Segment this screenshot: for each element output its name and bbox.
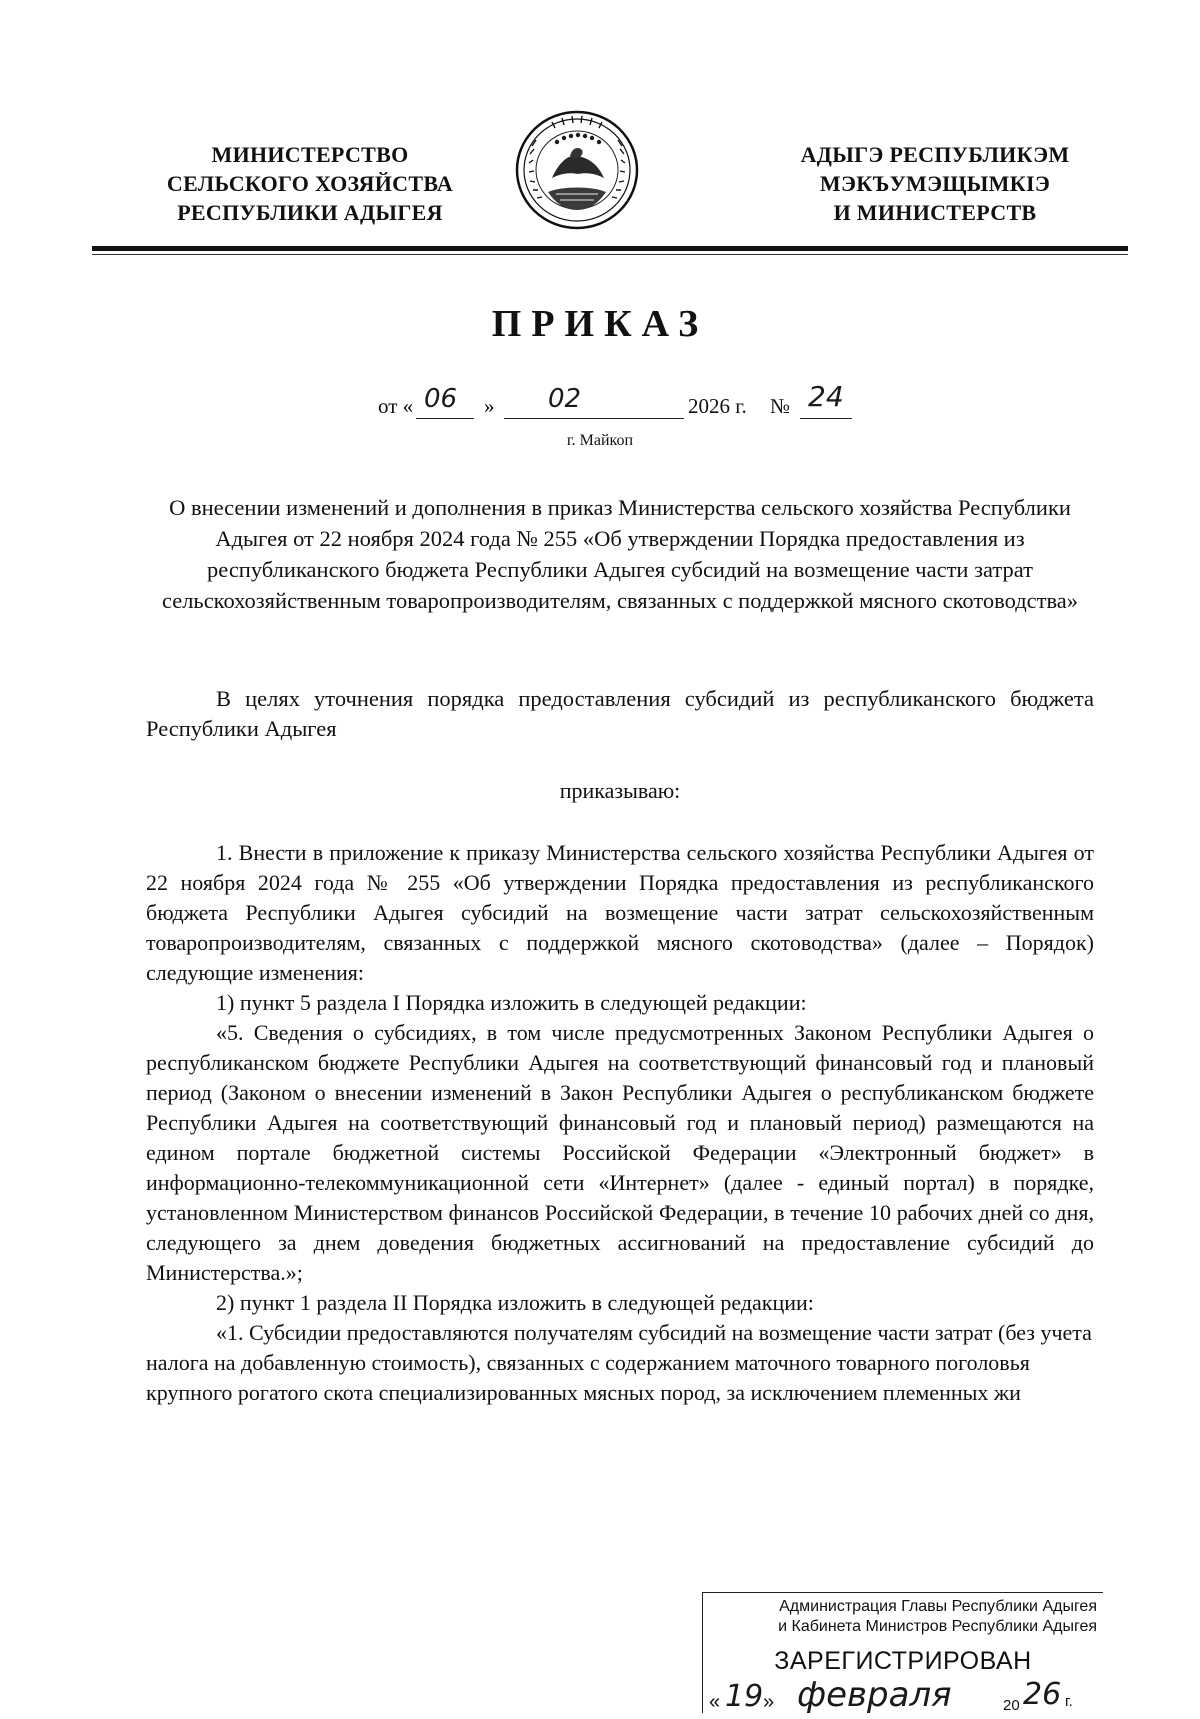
order-subject: О внесении изменений и дополнения в приказ Министерства сельского хозяйства Республики Адыгея от 22 ноября 2024 года № 255 «Об утверждении Порядка предоставления из республиканского бюджета Республики Адыгея субсидий на возмещение части затрат сельскохозяйственным товаропроизводителям, связанных с поддержкой мясного скотоводства» bbox=[161, 495, 1079, 613]
date-year: 2026 г. bbox=[688, 394, 747, 418]
ministry-name-adyghe bbox=[770, 140, 1100, 227]
date-month-handwritten: 02 bbox=[548, 384, 582, 414]
stamp-year-prefix: 20 bbox=[1003, 1697, 1020, 1714]
order-number-handwritten: 24 bbox=[808, 380, 844, 413]
stamp-status: ЗАРЕГИСТРИРОВАН bbox=[774, 1647, 1032, 1675]
header-divider-thin bbox=[92, 254, 1128, 255]
header-left-line: МИНИСТЕРСТВО bbox=[211, 142, 409, 167]
header-right-line: АДЫГЭ РЕСПУБЛИКЭМ bbox=[800, 142, 1070, 167]
stamp-month-handwritten: февраля bbox=[797, 1675, 952, 1715]
header-divider-thick bbox=[92, 246, 1128, 251]
stamp-day-handwritten: 19 bbox=[725, 1679, 764, 1714]
paragraph: 1) пункт 5 раздела I Порядка изложить в следующей редакции: bbox=[216, 990, 807, 1015]
date-day-close: » bbox=[484, 394, 495, 418]
date-number-line bbox=[0, 380, 1200, 424]
header-right-line: МЭКЪУМЭЩЫМКIЭ bbox=[819, 171, 1051, 196]
date-day-handwritten: 06 bbox=[424, 384, 458, 414]
number-underline bbox=[800, 418, 852, 419]
stamp-year-mark: г. bbox=[1065, 1693, 1073, 1710]
stamp-date bbox=[707, 1675, 1101, 1719]
paragraph: «1. Субсидии предоставляются получателям субсидий на возмещение части затрат (без учета налога на добавленную стоимость), связанных с содержанием маточного товарного поголовья крупного рогатого скота специализированных мясных пород, за исключением племенных жи bbox=[146, 1320, 1092, 1405]
stamp-authority-line: Администрация Главы Республики Адыгея bbox=[779, 1598, 1097, 1615]
stamp-year-handwritten: 26 bbox=[1023, 1677, 1062, 1712]
number-sign: № bbox=[770, 394, 791, 418]
header-left-line: СЕЛЬСКОГО ХОЗЯЙСТВА bbox=[166, 171, 454, 196]
city-name: г. Майкоп bbox=[566, 432, 634, 449]
date-month-underline bbox=[504, 418, 684, 419]
paragraph: 1. Внести в приложение к приказу Министерства сельского хозяйства Республики Адыгея от 22 ноября 2024 года № 255 «Об утверждении Порядка предоставления из республиканского бюджета Республики Адыгея субсидий на возмещение части затрат сельскохозяйственным товаропроизводителям, связанных с поддержкой мясного скотоводства» (далее – Порядок) следующие изменения: bbox=[146, 840, 1094, 985]
date-prefix: от « bbox=[378, 394, 414, 418]
order-body bbox=[146, 838, 1094, 1408]
registration-stamp bbox=[702, 1592, 1103, 1713]
date-day-underline bbox=[416, 418, 474, 419]
stamp-quote-close: » bbox=[763, 1691, 775, 1713]
stamp-authority-line: и Кабинета Министров Республики Адыгея bbox=[778, 1618, 1097, 1635]
coat-of-arms-emblem bbox=[512, 108, 642, 232]
document-title: ПРИКАЗ bbox=[491, 303, 709, 345]
header-left-line: РЕСПУБЛИКИ АДЫГЕЯ bbox=[177, 200, 443, 225]
header-right-line: И МИНИСТЕРСТВ bbox=[833, 200, 1037, 225]
order-word: приказываю: bbox=[559, 778, 681, 803]
ministry-name-russian bbox=[150, 140, 470, 227]
stamp-quote-open: « bbox=[709, 1691, 721, 1713]
preamble: В целях уточнения порядка предоставления субсидий из республиканского бюджета Республики Адыгея bbox=[146, 686, 1094, 741]
paragraph: 2) пункт 1 раздела II Порядка изложить в следующей редакции: bbox=[216, 1290, 814, 1315]
paragraph: «5. Сведения о субсидиях, в том числе предусмотренных Законом Республики Адыгея о республиканском бюджете Республики Адыгея на соответствующий финансовый год и плановый период (Законом о внесении изменений в Закон Республики Адыгея о республиканском бюджете Республики Адыгея на соответствующий финансовый год и плановый период) размещаются на едином портале бюджетной системы Российской Федерации «Электронный бюджет» в информационно-телекоммуникационной сети «Интернет» (далее - единый портал) в порядке, установленном Министерством финансов Российской Федерации, в течение 10 рабочих дней со дня, следующего за днем доведения бюджетных ассигнований на предоставление субсидий до Министерства.»; bbox=[146, 1020, 1094, 1285]
